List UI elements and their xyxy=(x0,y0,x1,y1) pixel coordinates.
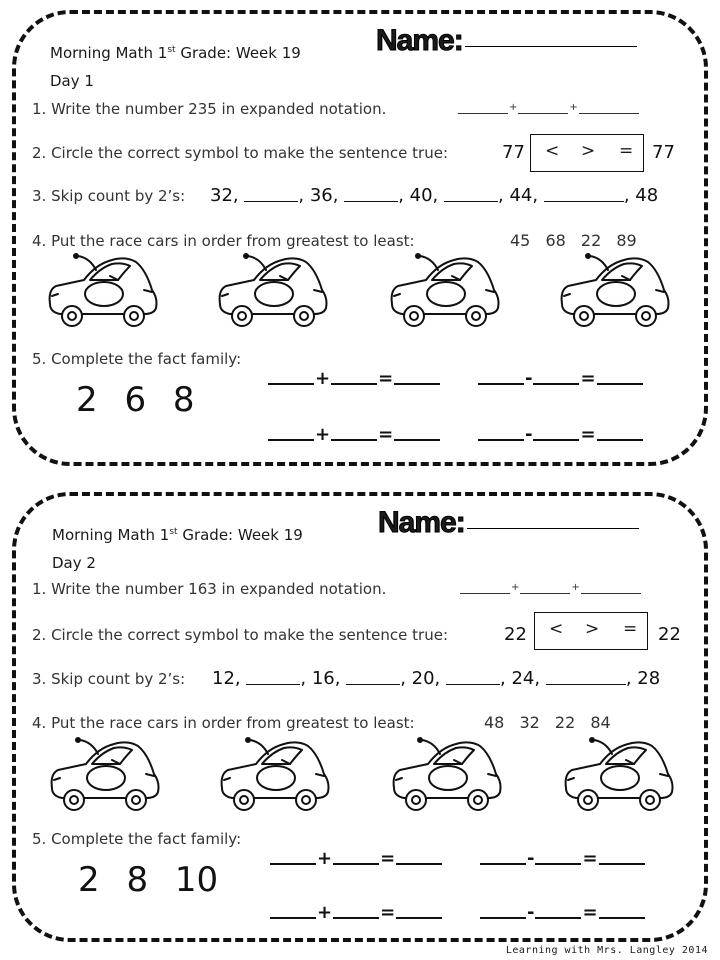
addition-sentence[interactable]: + = xyxy=(270,848,442,869)
equals-symbol[interactable]: = xyxy=(619,141,634,161)
day-label: Day 1 xyxy=(50,72,94,90)
race-car-icon[interactable] xyxy=(216,734,332,816)
race-car-numbers: 48 32 22 84 xyxy=(484,713,611,732)
symbol-choice-box[interactable] xyxy=(530,134,644,172)
subtraction-sentence[interactable]: - = xyxy=(480,848,645,869)
fact-family-numbers: 2 8 10 xyxy=(78,860,219,900)
greater-than-symbol[interactable]: > xyxy=(581,141,596,161)
day-label: Day 2 xyxy=(52,554,96,572)
worksheet-card-day-1 xyxy=(12,10,708,466)
worksheet-header: Morning Math 1st Grade: Week 19 xyxy=(50,44,301,62)
addition-sentence[interactable]: + = xyxy=(268,424,440,445)
less-than-symbol[interactable]: < xyxy=(549,619,564,639)
race-car-icon[interactable] xyxy=(386,250,502,332)
name-field[interactable]: Name: xyxy=(378,506,639,540)
race-car-icon[interactable] xyxy=(560,734,676,816)
race-car-icon[interactable] xyxy=(388,734,504,816)
question-2: 2. Circle the correct symbol to make the sentence true: xyxy=(32,626,448,644)
greater-than-symbol[interactable]: > xyxy=(585,619,600,639)
question-4: 4. Put the race cars in order from greatest to least: xyxy=(32,714,415,732)
compare-right-number: 22 xyxy=(658,624,681,645)
name-field[interactable]: Name: xyxy=(376,24,637,58)
credit-line: Learning with Mrs. Langley 2014 xyxy=(505,945,708,956)
worksheet-card-day-2 xyxy=(12,492,708,942)
symbol-choice-box[interactable] xyxy=(534,612,648,650)
race-car-icon[interactable] xyxy=(46,734,162,816)
question-4: 4. Put the race cars in order from greatest to least: xyxy=(32,232,415,250)
subtraction-sentence[interactable]: - = xyxy=(478,424,643,445)
expanded-notation-blanks[interactable]: + + xyxy=(458,100,639,118)
question-2: 2. Circle the correct symbol to make the sentence true: xyxy=(32,144,448,162)
question-1: 1. Write the number 163 in expanded notation. xyxy=(32,580,387,598)
less-than-symbol[interactable]: < xyxy=(545,141,560,161)
race-car-icon[interactable] xyxy=(44,250,160,332)
compare-right-number: 77 xyxy=(652,142,675,163)
subtraction-sentence[interactable]: - = xyxy=(480,902,645,923)
subtraction-sentence[interactable]: - = xyxy=(478,368,643,389)
fact-family-numbers: 2 6 8 xyxy=(76,380,195,420)
race-car-icon[interactable] xyxy=(214,250,330,332)
compare-left-number: 77 xyxy=(502,142,525,163)
addition-sentence[interactable]: + = xyxy=(270,902,442,923)
question-1: 1. Write the number 235 in expanded notation. xyxy=(32,100,387,118)
question-5: 5. Complete the fact family: xyxy=(32,350,242,368)
race-car-icon[interactable] xyxy=(556,250,672,332)
question-3: 3. Skip count by 2’s: xyxy=(32,670,186,688)
addition-sentence[interactable]: + = xyxy=(268,368,440,389)
compare-left-number: 22 xyxy=(504,624,527,645)
skip-count-sequence[interactable]: 32, , 36, , 40, , 44, , 48 xyxy=(210,185,659,206)
worksheet-header: Morning Math 1st Grade: Week 19 xyxy=(52,526,303,544)
race-car-numbers: 45 68 22 89 xyxy=(510,231,637,250)
question-3: 3. Skip count by 2’s: xyxy=(32,187,186,205)
expanded-notation-blanks[interactable]: + + xyxy=(460,580,641,598)
question-5: 5. Complete the fact family: xyxy=(32,830,242,848)
skip-count-sequence[interactable]: 12, , 16, , 20, , 24, , 28 xyxy=(212,668,661,689)
equals-symbol[interactable]: = xyxy=(623,619,638,639)
